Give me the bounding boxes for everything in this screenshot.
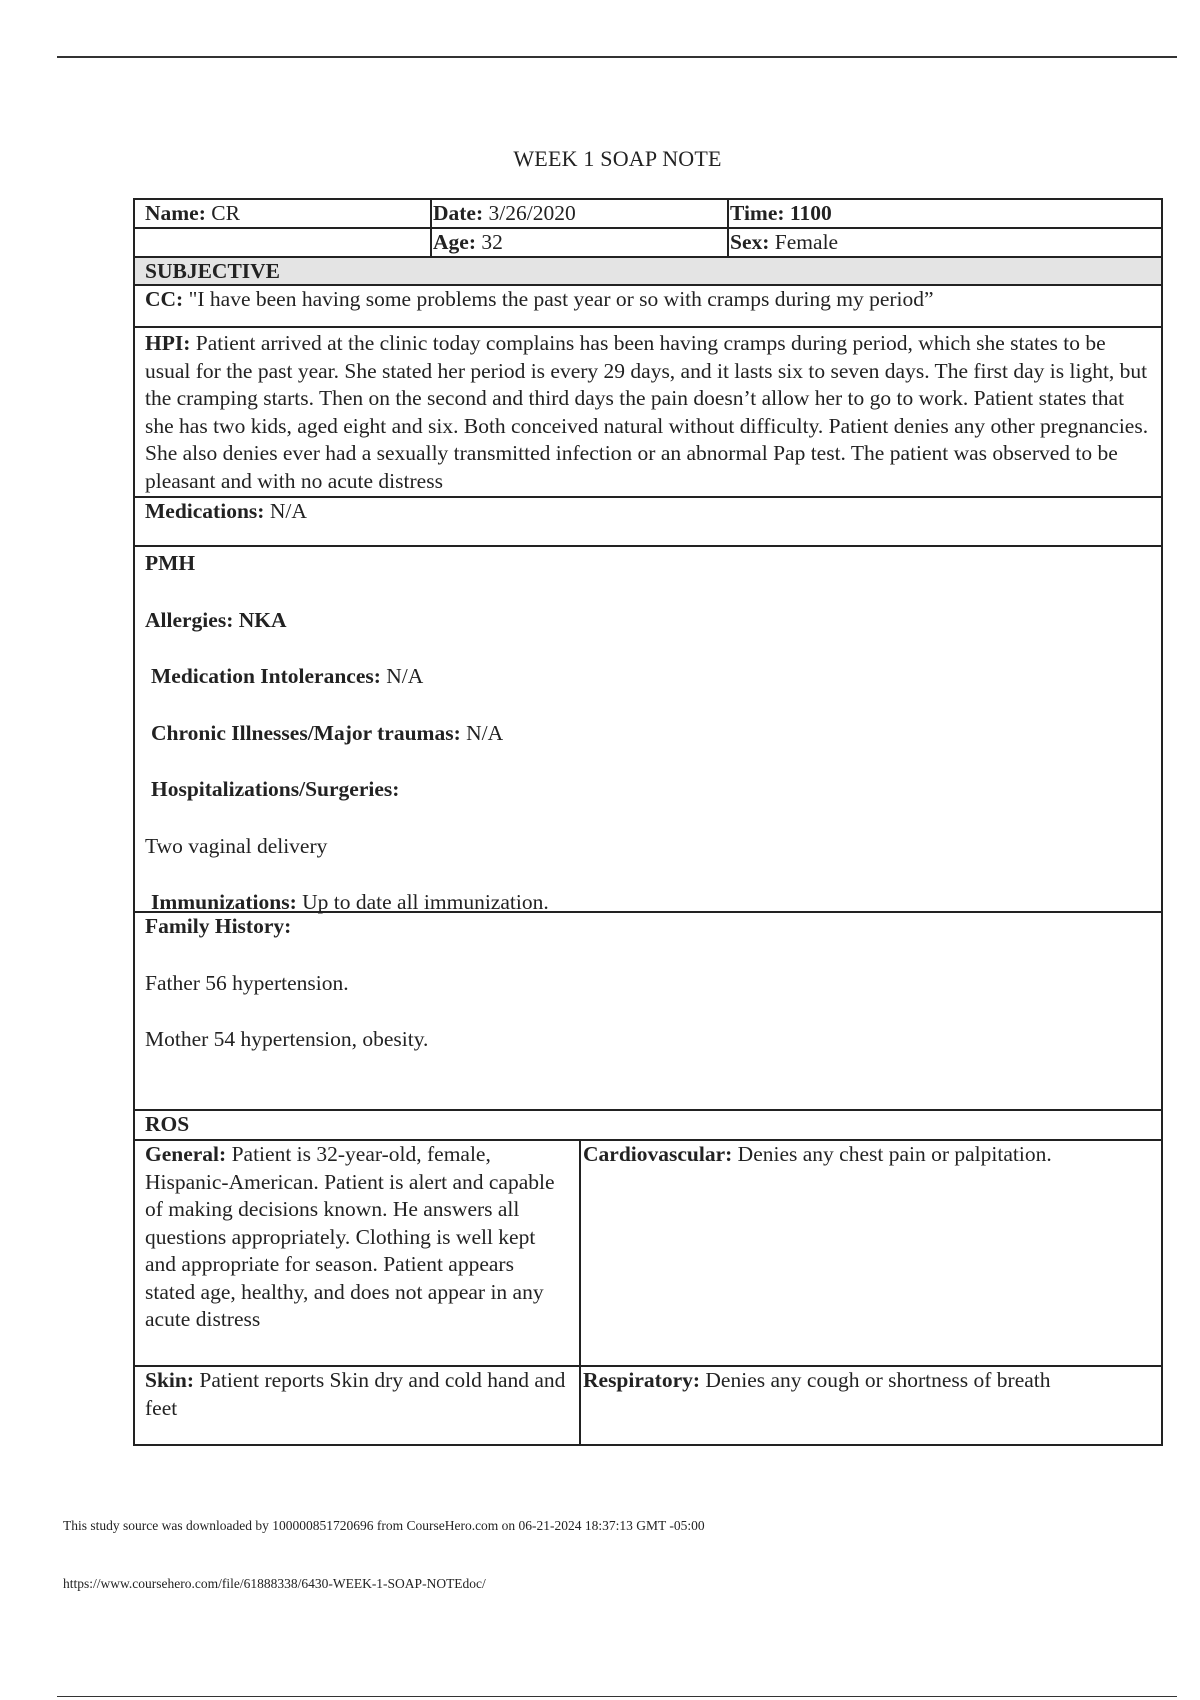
sex-value: Female xyxy=(769,230,839,254)
pmh-section xyxy=(135,547,1161,913)
skin-text: Patient reports Skin dry and cold hand and feet xyxy=(145,1368,566,1420)
cardiovascular-label: Cardiovascular: xyxy=(583,1142,733,1166)
medications-value: N/A xyxy=(264,499,307,523)
date-label: Date: xyxy=(433,201,484,225)
ros-heading xyxy=(135,1111,1161,1141)
date-value: 3/26/2020 xyxy=(483,201,576,225)
download-notice: This study source was downloaded by 100000851720696 from CourseHero.com on 06-21-2024 18:37:13 GMT -05:00 xyxy=(63,1518,705,1533)
family-history-section xyxy=(135,913,1161,1111)
cc-text: "I have been having some problems the past year or so with cramps during my period” xyxy=(183,287,934,311)
top-rule xyxy=(57,56,1177,58)
allergies: Allergies: NKA xyxy=(145,607,287,632)
ros-heading-text: ROS xyxy=(145,1112,190,1136)
cardiovascular-text: Denies any chest pain or palpitation. xyxy=(732,1142,1052,1166)
header-row-1 xyxy=(135,200,1161,229)
pmh-heading: PMH xyxy=(145,551,196,575)
medications-label: Medications: xyxy=(145,499,265,523)
header-row-2 xyxy=(135,229,1161,258)
name-cell xyxy=(135,200,432,227)
bottom-rule xyxy=(57,1696,1177,1697)
chief-complaint xyxy=(135,286,1161,328)
chronic-illnesses-label: Chronic Illnesses/Major traumas: xyxy=(151,720,461,745)
chronic-illnesses-value: N/A xyxy=(460,720,504,745)
ros-row-1 xyxy=(135,1141,1161,1367)
hpi-text: Patient arrived at the clinic today complains has been having cramps during period, which she states to be usual for the past year. She stated her period is every 29 days, and it lasts six to seven days. The first day is light, but the cramping starts. Then on the second and third days the pain doesn’t allow her to go to work. Patient states that she has two kids, aged eight and six. Both conceived natural without difficulty. Patient denies any other pregnancies. She also denies ever had a sexually transmitted infection or an abnormal Pap test. The patient was observed to be pleasant and with no acute distress xyxy=(145,331,1149,493)
empty-cell xyxy=(135,229,432,256)
ros-skin xyxy=(135,1367,581,1444)
respiratory-label: Respiratory: xyxy=(583,1368,701,1392)
family-mother: Mother 54 hypertension, obesity. xyxy=(145,1027,429,1051)
subjective-heading: SUBJECTIVE xyxy=(135,258,1161,286)
time-cell xyxy=(729,200,1161,227)
age-label: Age: xyxy=(433,230,476,254)
age-value: 32 xyxy=(475,230,503,254)
skin-label: Skin: xyxy=(145,1368,195,1392)
date-cell xyxy=(432,200,729,227)
ros-general xyxy=(135,1141,581,1365)
hospitalizations-value: Two vaginal delivery xyxy=(145,833,328,858)
name-label: Name: xyxy=(145,201,206,225)
general-label: General: xyxy=(145,1142,227,1166)
soap-note-table xyxy=(133,198,1163,1446)
age-cell xyxy=(432,229,729,256)
med-intolerances-label: Medication Intolerances: xyxy=(151,664,381,688)
ros-row-2 xyxy=(135,1367,1161,1444)
sex-cell xyxy=(729,229,1161,256)
time-label: Time: 1100 xyxy=(730,201,832,225)
page-title: WEEK 1 SOAP NOTE xyxy=(513,146,722,171)
medications-section xyxy=(135,498,1161,547)
immunizations-value: Up to date all immunization. xyxy=(296,890,549,914)
immunizations-label: Immunizations: xyxy=(151,890,297,914)
hpi-section xyxy=(135,328,1161,498)
family-father: Father 56 hypertension. xyxy=(145,970,349,995)
sex-label: Sex: xyxy=(730,230,770,254)
med-intolerances-value: N/A xyxy=(380,664,424,688)
hpi-label: HPI: xyxy=(145,331,191,355)
respiratory-text: Denies any cough or shortness of breath xyxy=(700,1368,1051,1392)
source-url[interactable]: https://www.coursehero.com/file/61888338/6430-WEEK-1-SOAP-NOTEdoc/ xyxy=(63,1576,486,1591)
general-text: Patient is 32-year-old, female, Hispanic-American. Patient is alert and capable of making decisions known. He answers all questions appropriately. Clothing is well kept and appropriate for season. Patient appears stated age, healthy, and does not appear in any acute distress xyxy=(145,1142,555,1331)
family-history-heading: Family History: xyxy=(145,914,292,938)
name-value: CR xyxy=(205,201,240,225)
ros-cardiovascular xyxy=(581,1141,1161,1365)
cc-label: CC: xyxy=(145,287,184,311)
ros-respiratory xyxy=(581,1367,1161,1444)
hospitalizations-label: Hospitalizations/Surgeries: xyxy=(151,777,400,801)
